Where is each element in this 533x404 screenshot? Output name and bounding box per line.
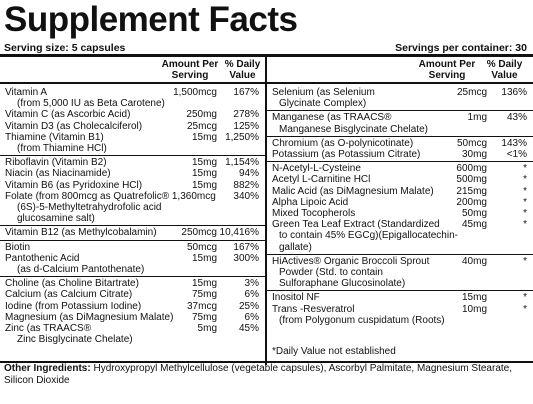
nutrient-name: Choline (as Choline Bitartrate) bbox=[5, 278, 139, 290]
row-divider bbox=[0, 240, 265, 241]
nutrient-row bbox=[272, 87, 533, 98]
nutrient-name: Potassium (as Potassium Citrate) bbox=[272, 149, 421, 160]
amount-value: 50mcg bbox=[186, 241, 217, 253]
daily-value: * bbox=[523, 185, 527, 197]
amount-value: 5mg bbox=[197, 323, 217, 334]
nutrient-row bbox=[272, 292, 533, 303]
dv-header: % Daily Value bbox=[224, 59, 261, 81]
daily-value: * bbox=[523, 219, 527, 231]
row-continuation bbox=[279, 315, 533, 326]
nutrient-name: Trans -Resveratrol bbox=[272, 303, 355, 315]
daily-value: 45% bbox=[238, 323, 259, 334]
row-continuation bbox=[279, 124, 533, 135]
nutrient-name: Manganese Bisglycinate Chelate) bbox=[279, 123, 428, 135]
nutrient-name: Powder (Std. to contain bbox=[279, 267, 383, 278]
other-ingredients-label: Other Ingredients: bbox=[4, 363, 91, 374]
nutrient-row bbox=[272, 138, 533, 149]
amount-value: 1,500mcg bbox=[173, 87, 217, 98]
nutrient-name: Vitamin B12 (as Methylcobalamin) bbox=[5, 227, 157, 239]
nutrient-row bbox=[5, 312, 265, 323]
nutrient-name: (as d-Calcium Pantothenate) bbox=[17, 264, 145, 275]
nutrient-name: Malic Acid (as DiMagnesium Malate) bbox=[272, 185, 434, 197]
row-continuation bbox=[279, 278, 533, 289]
amount-value: 200mg bbox=[456, 196, 487, 208]
nutrient-row bbox=[5, 168, 265, 179]
header-rule-right bbox=[267, 82, 533, 84]
amount-value: 25mcg bbox=[186, 120, 217, 132]
amount-value: 40mg bbox=[461, 255, 487, 267]
dv-header-right: % Daily Value bbox=[486, 59, 523, 81]
nutrient-row bbox=[272, 219, 533, 230]
daily-value: * bbox=[523, 174, 527, 186]
nutrient-name: Inositol NF bbox=[272, 292, 320, 304]
row-divider bbox=[267, 161, 533, 162]
daily-value: * bbox=[523, 163, 527, 175]
row-continuation bbox=[17, 202, 265, 213]
amount-value: 600mg bbox=[456, 163, 487, 175]
nutrient-row bbox=[5, 323, 265, 334]
nutrient-name: Vitamin C (as Ascorbic Acid) bbox=[5, 109, 131, 121]
amount-value: 215mg bbox=[456, 185, 487, 197]
daily-value: 143% bbox=[501, 137, 527, 149]
nutrient-row bbox=[272, 112, 533, 123]
daily-value: 340% bbox=[233, 190, 259, 202]
page-title: Supplement Facts bbox=[4, 0, 298, 39]
row-continuation bbox=[17, 334, 265, 345]
nutrient-row bbox=[5, 109, 265, 120]
nutrient-name: Niacin (as Niacinamide) bbox=[5, 168, 111, 180]
row-continuation bbox=[17, 213, 265, 224]
row-continuation bbox=[279, 98, 533, 109]
amount-value: 10mg bbox=[461, 303, 487, 315]
amount-value: 15mg bbox=[191, 157, 217, 169]
nutrient-name: Sulforaphane Glucosinolate) bbox=[279, 278, 406, 290]
row-divider bbox=[0, 276, 265, 277]
other-ingredients bbox=[4, 363, 532, 386]
nutrient-name: Vitamin D3 (as Cholecalciferol) bbox=[5, 120, 143, 132]
daily-value: 94% bbox=[238, 168, 259, 180]
daily-value: * bbox=[523, 255, 527, 267]
nutrient-name: (from 5,000 IU as Beta Carotene) bbox=[17, 98, 165, 110]
amount-value: 15mg bbox=[191, 179, 217, 191]
nutrient-name: Pantothenic Acid bbox=[5, 252, 80, 264]
amount-value: 50mcg bbox=[456, 137, 487, 149]
amount-header: Amount Per Serving bbox=[161, 59, 219, 81]
daily-value: 43% bbox=[506, 112, 527, 124]
nutrient-name: Selenium (as Selenium bbox=[272, 87, 375, 98]
amount-value: 15mg bbox=[191, 131, 217, 143]
nutrient-name: Manganese (as TRAACS® bbox=[272, 112, 392, 124]
right-column bbox=[267, 56, 533, 364]
daily-value: <1% bbox=[506, 149, 527, 160]
nutrient-name: Iodine (from Potassium Iodine) bbox=[5, 300, 142, 312]
header-rule bbox=[0, 82, 265, 84]
nutrient-row bbox=[5, 278, 265, 289]
nutrient-name: (from Polygonum cuspidatum (Roots) bbox=[279, 314, 445, 326]
daily-value: 10,416% bbox=[219, 227, 259, 239]
nutrient-row bbox=[5, 180, 265, 191]
nutrient-name: Thiamine (Vitamin B1) bbox=[5, 131, 104, 143]
row-divider bbox=[267, 110, 533, 111]
nutrient-row bbox=[272, 304, 533, 315]
daily-value: 1,250% bbox=[225, 131, 259, 143]
nutrient-row bbox=[5, 121, 265, 132]
row-divider bbox=[0, 225, 265, 226]
nutrient-name: Vitamin A bbox=[5, 87, 48, 98]
nutrient-row bbox=[5, 87, 265, 98]
row-divider bbox=[0, 155, 265, 156]
row-continuation bbox=[279, 230, 533, 241]
nutrient-name: HiActives® Organic Broccoli Sprout bbox=[272, 255, 430, 267]
nutrient-name: to contain 45% EGCg)(Epigallocatechin- bbox=[279, 230, 458, 242]
daily-value: * bbox=[523, 303, 527, 315]
nutrient-name: Zinc (as TRAACS® bbox=[5, 323, 92, 334]
amount-value: 250mg bbox=[186, 109, 217, 121]
row-continuation bbox=[279, 242, 533, 253]
nutrient-row bbox=[5, 242, 265, 253]
nutrient-row bbox=[5, 191, 265, 202]
daily-value: * bbox=[523, 292, 527, 304]
nutrient-row bbox=[5, 289, 265, 300]
amount-header-right: Amount Per Serving bbox=[418, 59, 476, 81]
nutrient-name: Acetyl L-Carnitine HCl bbox=[272, 174, 371, 186]
nutrient-name: Mixed Tocopherols bbox=[272, 208, 356, 219]
nutrient-row bbox=[5, 253, 265, 264]
other-ingredients-text: Hydroxypropyl Methylcellulose (vegetable capsules), Ascorbyl Palmitate, Magnesium Stearate, Silicon Dioxide bbox=[4, 363, 512, 386]
daily-value: 300% bbox=[233, 252, 259, 264]
nutrient-name: gallate) bbox=[279, 241, 312, 253]
nutrient-name: Alpha Lipoic Acid bbox=[272, 196, 349, 208]
row-divider bbox=[267, 136, 533, 137]
nutrient-row bbox=[5, 301, 265, 312]
amount-value: 45mg bbox=[461, 219, 487, 231]
row-continuation bbox=[279, 267, 533, 278]
nutrient-name: Riboflavin (Vitamin B2) bbox=[5, 157, 107, 169]
nutrient-name: Chromium (as O-polynicotinate) bbox=[272, 137, 414, 149]
nutrient-name: Biotin bbox=[5, 241, 31, 253]
amount-value: 15mg bbox=[191, 278, 217, 290]
nutrient-row bbox=[272, 163, 533, 174]
nutrient-name: N-Acetyl-L-Cysteine bbox=[272, 163, 361, 175]
amount-value: 15mg bbox=[191, 168, 217, 180]
nutrient-name: Magnesium (as DiMagnesium Malate) bbox=[5, 311, 174, 323]
nutrient-name: Zinc Bisglycinate Chelate) bbox=[17, 334, 133, 346]
nutrient-name: Glycinate Complex) bbox=[279, 98, 367, 110]
row-continuation bbox=[17, 98, 265, 109]
footnote: *Daily Value not established bbox=[272, 346, 396, 357]
daily-value: * bbox=[523, 208, 527, 219]
nutrient-row bbox=[272, 197, 533, 208]
nutrient-name: Green Tea Leaf Extract (Standardized bbox=[272, 219, 440, 231]
nutrient-name: glucosamine salt) bbox=[17, 213, 95, 225]
amount-value: 37mcg bbox=[186, 300, 217, 312]
servings-per-container: Servings per container: 30 bbox=[395, 42, 527, 54]
amount-value: 500mg bbox=[456, 174, 487, 186]
nutrient-name: Folate (from 800mcg as Quatrefolic® 1,360mcg bbox=[5, 190, 216, 202]
daily-value: 167% bbox=[233, 87, 259, 98]
amount-value: 75mg bbox=[191, 289, 217, 301]
amount-value: 15mg bbox=[191, 252, 217, 264]
daily-value: 882% bbox=[233, 179, 259, 191]
nutrient-row bbox=[272, 208, 533, 219]
amount-value: 50mg bbox=[461, 208, 487, 219]
amount-value: 25mcg bbox=[456, 87, 487, 98]
amount-value: 30mg bbox=[461, 149, 487, 160]
amount-value: 15mg bbox=[461, 292, 487, 304]
amount-value: 75mg bbox=[191, 311, 217, 323]
daily-value: * bbox=[523, 196, 527, 208]
daily-value: 3% bbox=[244, 278, 259, 290]
left-column bbox=[0, 56, 265, 364]
daily-value: 1,154% bbox=[225, 157, 259, 169]
nutrient-row bbox=[5, 227, 265, 238]
nutrient-row bbox=[272, 186, 533, 197]
daily-value: 6% bbox=[244, 311, 259, 323]
row-divider bbox=[267, 254, 533, 255]
daily-value: 125% bbox=[233, 120, 259, 132]
nutrient-name: Vitamin B6 (as Pyridoxine HCl) bbox=[5, 179, 143, 191]
daily-value: 6% bbox=[244, 289, 259, 301]
row-continuation bbox=[17, 143, 265, 154]
nutrient-name: (6S)-5-Methyltetrahydrofolic acid bbox=[17, 202, 162, 213]
amount-value: 1mg bbox=[467, 112, 487, 124]
nutrient-row bbox=[272, 174, 533, 185]
nutrient-row bbox=[272, 256, 533, 267]
serving-size: Serving size: 5 capsules bbox=[4, 42, 126, 54]
row-continuation bbox=[17, 264, 265, 275]
nutrient-name: (from Thiamine HCl) bbox=[17, 143, 107, 154]
nutrient-row bbox=[5, 132, 265, 143]
nutrient-row bbox=[5, 157, 265, 168]
daily-value: 136% bbox=[501, 87, 527, 98]
daily-value: 167% bbox=[233, 241, 259, 253]
daily-value: 278% bbox=[233, 109, 259, 121]
daily-value: 25% bbox=[238, 300, 259, 312]
row-divider bbox=[267, 290, 533, 291]
nutrient-row bbox=[272, 149, 533, 160]
amount-value: 250mcg bbox=[181, 227, 217, 239]
nutrient-name: Calcium (as Calcium Citrate) bbox=[5, 289, 133, 301]
